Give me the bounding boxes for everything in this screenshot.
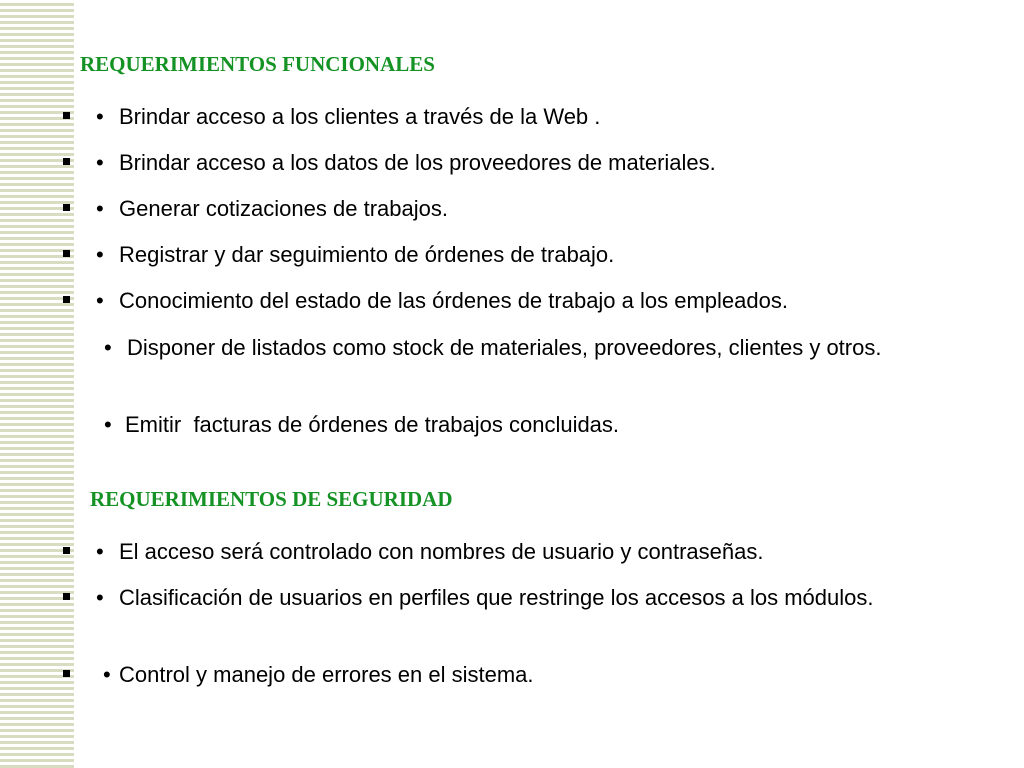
square-bullet-icon [63,296,70,303]
bullet-dot-icon: • [96,196,104,221]
requirement-item [0,332,1024,394]
bullet-dot-icon: • [103,662,111,687]
requirement-text: Control y manejo de errores en el sistema. [119,662,534,687]
requirement-text: Generar cotizaciones de trabajos. [119,196,448,221]
requirement-text: Emitir facturas de órdenes de trabajos concluidas. [125,412,620,437]
requirement-text: Conocimiento del estado de las órdenes de trabajo a los empleados. [119,288,788,313]
bullet-dot-icon: • [96,585,104,610]
bullet-dot-icon: • [96,242,104,267]
bullet-dot-icon: • [96,288,104,313]
square-bullet-icon [63,204,70,211]
square-bullet-icon [63,670,70,677]
bullet-dot-icon: • [96,539,104,564]
square-bullet-icon [63,593,70,600]
requirement-text: Registrar y dar seguimiento de órdenes de trabajo. [119,242,615,267]
requirement-text: El acceso será controlado con nombres de usuario y contraseñas. [119,539,764,564]
section-heading-seguridad: REQUERIMIENTOS DE SEGURIDAD [90,487,453,511]
bullet-dot-icon: • [104,412,112,437]
requirement-text: Brindar acceso a los clientes a través de la Web . [119,104,601,129]
requirement-text: Clasificación de usuarios en perfiles que restringe los accesos a los módulos. [119,585,874,610]
square-bullet-icon [63,250,70,257]
square-bullet-icon [63,547,70,554]
bullet-dot-icon: • [104,335,112,360]
bullet-dot-icon: • [96,104,104,129]
requirement-text: Disponer de listados como stock de materiales, proveedores, clientes y otros. [127,335,882,360]
square-bullet-icon [63,158,70,165]
bullet-dot-icon: • [96,150,104,175]
requirement-text: Brindar acceso a los datos de los proveedores de materiales. [119,150,716,175]
section-heading-funcionales: REQUERIMIENTOS FUNCIONALES [80,52,435,76]
requirement-item [0,582,1024,644]
square-bullet-icon [63,112,70,119]
